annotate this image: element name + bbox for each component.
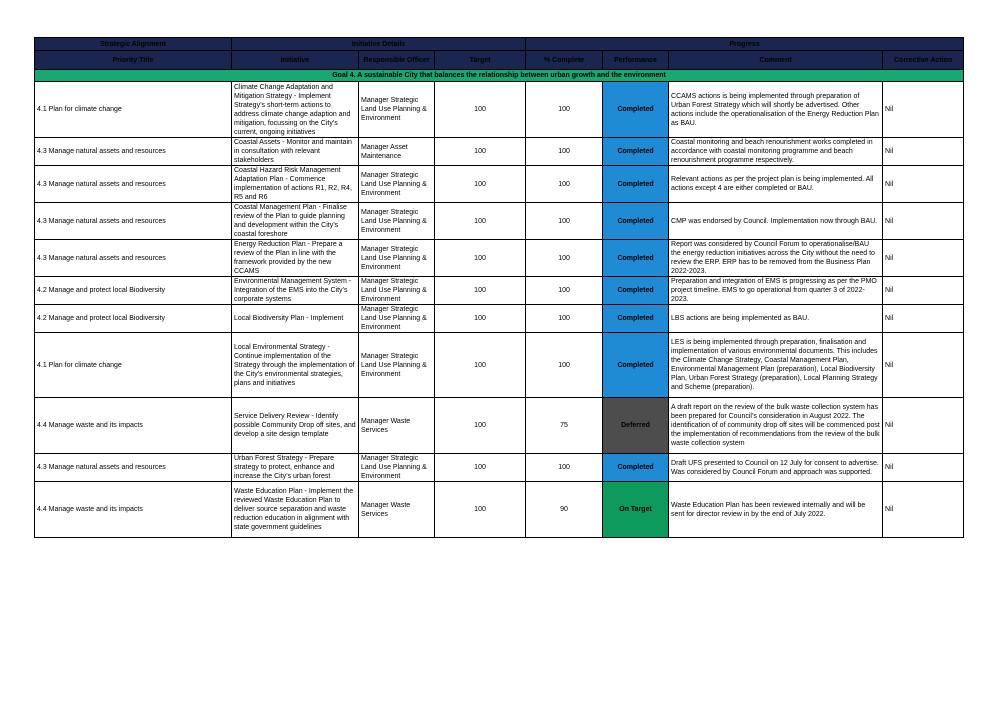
- complete-cell: 100: [526, 203, 603, 240]
- col-performance: Performance: [603, 51, 669, 70]
- comment-cell: A draft report on the review of the bulk waste collection system has been prepared for Council’s consideration in August 2022. The identification of of community drop off sites will be commenced post the implementation of recommendations from the review of the bulk waste collection system: [669, 398, 883, 454]
- target-cell: 100: [435, 82, 526, 138]
- corrective-cell: Nil: [883, 398, 964, 454]
- corrective-cell: Nil: [883, 82, 964, 138]
- initiative-cell: Energy Reduction Plan - Prepare a review of the Plan in line with the framework provided by the new CCAMS: [232, 240, 359, 277]
- target-cell: 100: [435, 138, 526, 166]
- table-row: [35, 82, 964, 138]
- corrective-cell: Nil: [883, 166, 964, 203]
- initiative-cell: Climate Change Adaptation and Mitigation Strategy - Implement Strategy’s short-term actions to address climate change adaption and mitigation, focussing on the City’s current, ongoing initiatives: [232, 82, 359, 138]
- comment-cell: Preparation and integration of EMS is progressing as per the PMO project timeline. EMS to go operational from quarter 3 of 2022-2023.: [669, 277, 883, 305]
- table-row: [35, 333, 964, 398]
- complete-cell: 100: [526, 166, 603, 203]
- target-cell: 100: [435, 482, 526, 538]
- performance-badge: Completed: [603, 305, 669, 333]
- performance-badge: On Target: [603, 482, 669, 538]
- complete-cell: 100: [526, 333, 603, 398]
- target-cell: 100: [435, 203, 526, 240]
- col-target: Target: [435, 51, 526, 70]
- officer-cell: Manager Strategic Land Use Planning & Environment: [359, 203, 435, 240]
- corrective-cell: Nil: [883, 454, 964, 482]
- table-row: [35, 138, 964, 166]
- corrective-cell: Nil: [883, 203, 964, 240]
- corrective-cell: Nil: [883, 240, 964, 277]
- priority-cell: 4.2 Manage and protect local Biodiversity: [35, 277, 232, 305]
- column-header-row: [35, 51, 964, 70]
- performance-badge: Completed: [603, 333, 669, 398]
- complete-cell: 100: [526, 138, 603, 166]
- table-row: [35, 398, 964, 454]
- table-row: [35, 277, 964, 305]
- officer-cell: Manager Asset Maintenance: [359, 138, 435, 166]
- comment-cell: LES is being implemented through preparation, finalisation and implementation of various environmental documents. This includes the Climate Change Strategy, Coastal Management Plan, Environmental Management Plan (preparation), Local Biodiversity Plan, Urban Forest Strategy (preparation), Local Planning Strategy and Scheme (preparation).: [669, 333, 883, 398]
- col-priority-title: Priority Title: [35, 51, 232, 70]
- target-cell: 100: [435, 454, 526, 482]
- comment-cell: Draft UFS presented to Council on 12 July for consent to advertise. Was considered by Council Forum and approach was supported.: [669, 454, 883, 482]
- target-cell: 100: [435, 305, 526, 333]
- complete-cell: 100: [526, 454, 603, 482]
- corrective-cell: Nil: [883, 333, 964, 398]
- priority-cell: 4.2 Manage and protect local Biodiversity: [35, 305, 232, 333]
- initiative-cell: Urban Forest Strategy - Prepare strategy to protect, enhance and increase the City’s urban forest: [232, 454, 359, 482]
- complete-cell: 100: [526, 305, 603, 333]
- performance-badge: Completed: [603, 82, 669, 138]
- priority-cell: 4.1 Plan for climate change: [35, 333, 232, 398]
- performance-badge: Completed: [603, 166, 669, 203]
- initiative-cell: Coastal Hazard Risk Management Adaptation Plan - Commence implementation of actions R1, R2, R4, R5 and R6: [232, 166, 359, 203]
- target-cell: 100: [435, 333, 526, 398]
- col-percent-complete: % Complete: [526, 51, 603, 70]
- performance-badge: Completed: [603, 277, 669, 305]
- goal-title: Goal 4. A sustainable City that balances the relationship between urban growth and the environment: [35, 70, 964, 82]
- comment-cell: Coastal monitoring and beach renourishment works completed in accordance with coastal monitoring programme and beach renourishment programme respectively.: [669, 138, 883, 166]
- corrective-cell: Nil: [883, 305, 964, 333]
- officer-cell: Manager Strategic Land Use Planning & Environment: [359, 277, 435, 305]
- col-comment: Comment: [669, 51, 883, 70]
- officer-cell: Manager Waste Services: [359, 482, 435, 538]
- table-row: [35, 305, 964, 333]
- initiative-cell: Coastal Management Plan - Finalise review of the Plan to guide planning and development within the City’s coastal foreshore: [232, 203, 359, 240]
- officer-cell: Manager Strategic Land Use Planning & Environment: [359, 454, 435, 482]
- initiative-cell: Waste Education Plan - Implement the reviewed Waste Education Plan to deliver source separation and waste reduction education in alignment with state government guidelines: [232, 482, 359, 538]
- initiative-cell: Coastal Assets - Monitor and maintain in consultation with relevant stakeholders: [232, 138, 359, 166]
- corrective-cell: Nil: [883, 277, 964, 305]
- officer-cell: Manager Strategic Land Use Planning & Environment: [359, 166, 435, 203]
- group-strategic-alignment: Strategic Alignment: [35, 38, 232, 51]
- initiative-cell: Service Delivery Review - Identify possible Community Drop off sites, and develop a site design template: [232, 398, 359, 454]
- col-corrective-action: Corrective Action: [883, 51, 964, 70]
- officer-cell: Manager Strategic Land Use Planning & Environment: [359, 240, 435, 277]
- performance-badge: Completed: [603, 138, 669, 166]
- comment-cell: CCAMS actions is being implemented through preparation of Urban Forest Strategy which will shortly be advertised. Other actions include the operationalisation of the Energy Reduction Plan as BAU.: [669, 82, 883, 138]
- complete-cell: 90: [526, 482, 603, 538]
- priority-cell: 4.3 Manage natural assets and resources: [35, 203, 232, 240]
- officer-cell: Manager Strategic Land Use Planning & Environment: [359, 333, 435, 398]
- target-cell: 100: [435, 240, 526, 277]
- comment-cell: Relevant actions as per the project plan is being implemented. All actions except 4 are either completed or BAU.: [669, 166, 883, 203]
- priority-cell: 4.3 Manage natural assets and resources: [35, 166, 232, 203]
- table-row: [35, 203, 964, 240]
- performance-badge: Completed: [603, 240, 669, 277]
- target-cell: 100: [435, 166, 526, 203]
- priority-cell: 4.4 Manage waste and its impacts: [35, 398, 232, 454]
- performance-badge: Completed: [603, 203, 669, 240]
- corrective-cell: Nil: [883, 482, 964, 538]
- complete-cell: 100: [526, 82, 603, 138]
- initiative-cell: Environmental Management System - Integration of the EMS into the City’s corporate systems: [232, 277, 359, 305]
- table-row: [35, 166, 964, 203]
- comment-cell: CMP was endorsed by Council. Implementation now through BAU.: [669, 203, 883, 240]
- corrective-cell: Nil: [883, 138, 964, 166]
- group-header-row: [35, 38, 964, 51]
- priority-cell: 4.3 Manage natural assets and resources: [35, 138, 232, 166]
- priority-cell: 4.4 Manage waste and its impacts: [35, 482, 232, 538]
- col-initiative: Initiative: [232, 51, 359, 70]
- target-cell: 100: [435, 277, 526, 305]
- complete-cell: 100: [526, 277, 603, 305]
- group-initiative-details: Initiative Details: [232, 38, 526, 51]
- initiative-cell: Local Environmental Strategy - Continue implementation of the Strategy through the implementation of the City’s environmental strategies, plans and initiatives: [232, 333, 359, 398]
- table-row: [35, 482, 964, 538]
- officer-cell: Manager Waste Services: [359, 398, 435, 454]
- progress-report-table: [34, 37, 964, 538]
- group-progress: Progress: [526, 38, 964, 51]
- priority-cell: 4.3 Manage natural assets and resources: [35, 240, 232, 277]
- officer-cell: Manager Strategic Land Use Planning & Environment: [359, 305, 435, 333]
- goal-row: [35, 70, 964, 82]
- comment-cell: LBS actions are being implemented as BAU.: [669, 305, 883, 333]
- table-row: [35, 454, 964, 482]
- col-responsible-officer: Responsible Officer: [359, 51, 435, 70]
- initiative-cell: Local Biodiversity Plan - Implement: [232, 305, 359, 333]
- table-row: [35, 240, 964, 277]
- complete-cell: 100: [526, 240, 603, 277]
- officer-cell: Manager Strategic Land Use Planning & Environment: [359, 82, 435, 138]
- complete-cell: 75: [526, 398, 603, 454]
- priority-cell: 4.1 Plan for climate change: [35, 82, 232, 138]
- performance-badge: Deferred: [603, 398, 669, 454]
- priority-cell: 4.3 Manage natural assets and resources: [35, 454, 232, 482]
- target-cell: 100: [435, 398, 526, 454]
- comment-cell: Waste Education Plan has been reviewed internally and will be sent for director review in by the end of July 2022.: [669, 482, 883, 538]
- comment-cell: Report was considered by Council Forum to operationalise/BAU the energy reduction initiatives across the City without the need to review the ERP. ERP has to be removed from the Business Plan 2022-2023.: [669, 240, 883, 277]
- performance-badge: Completed: [603, 454, 669, 482]
